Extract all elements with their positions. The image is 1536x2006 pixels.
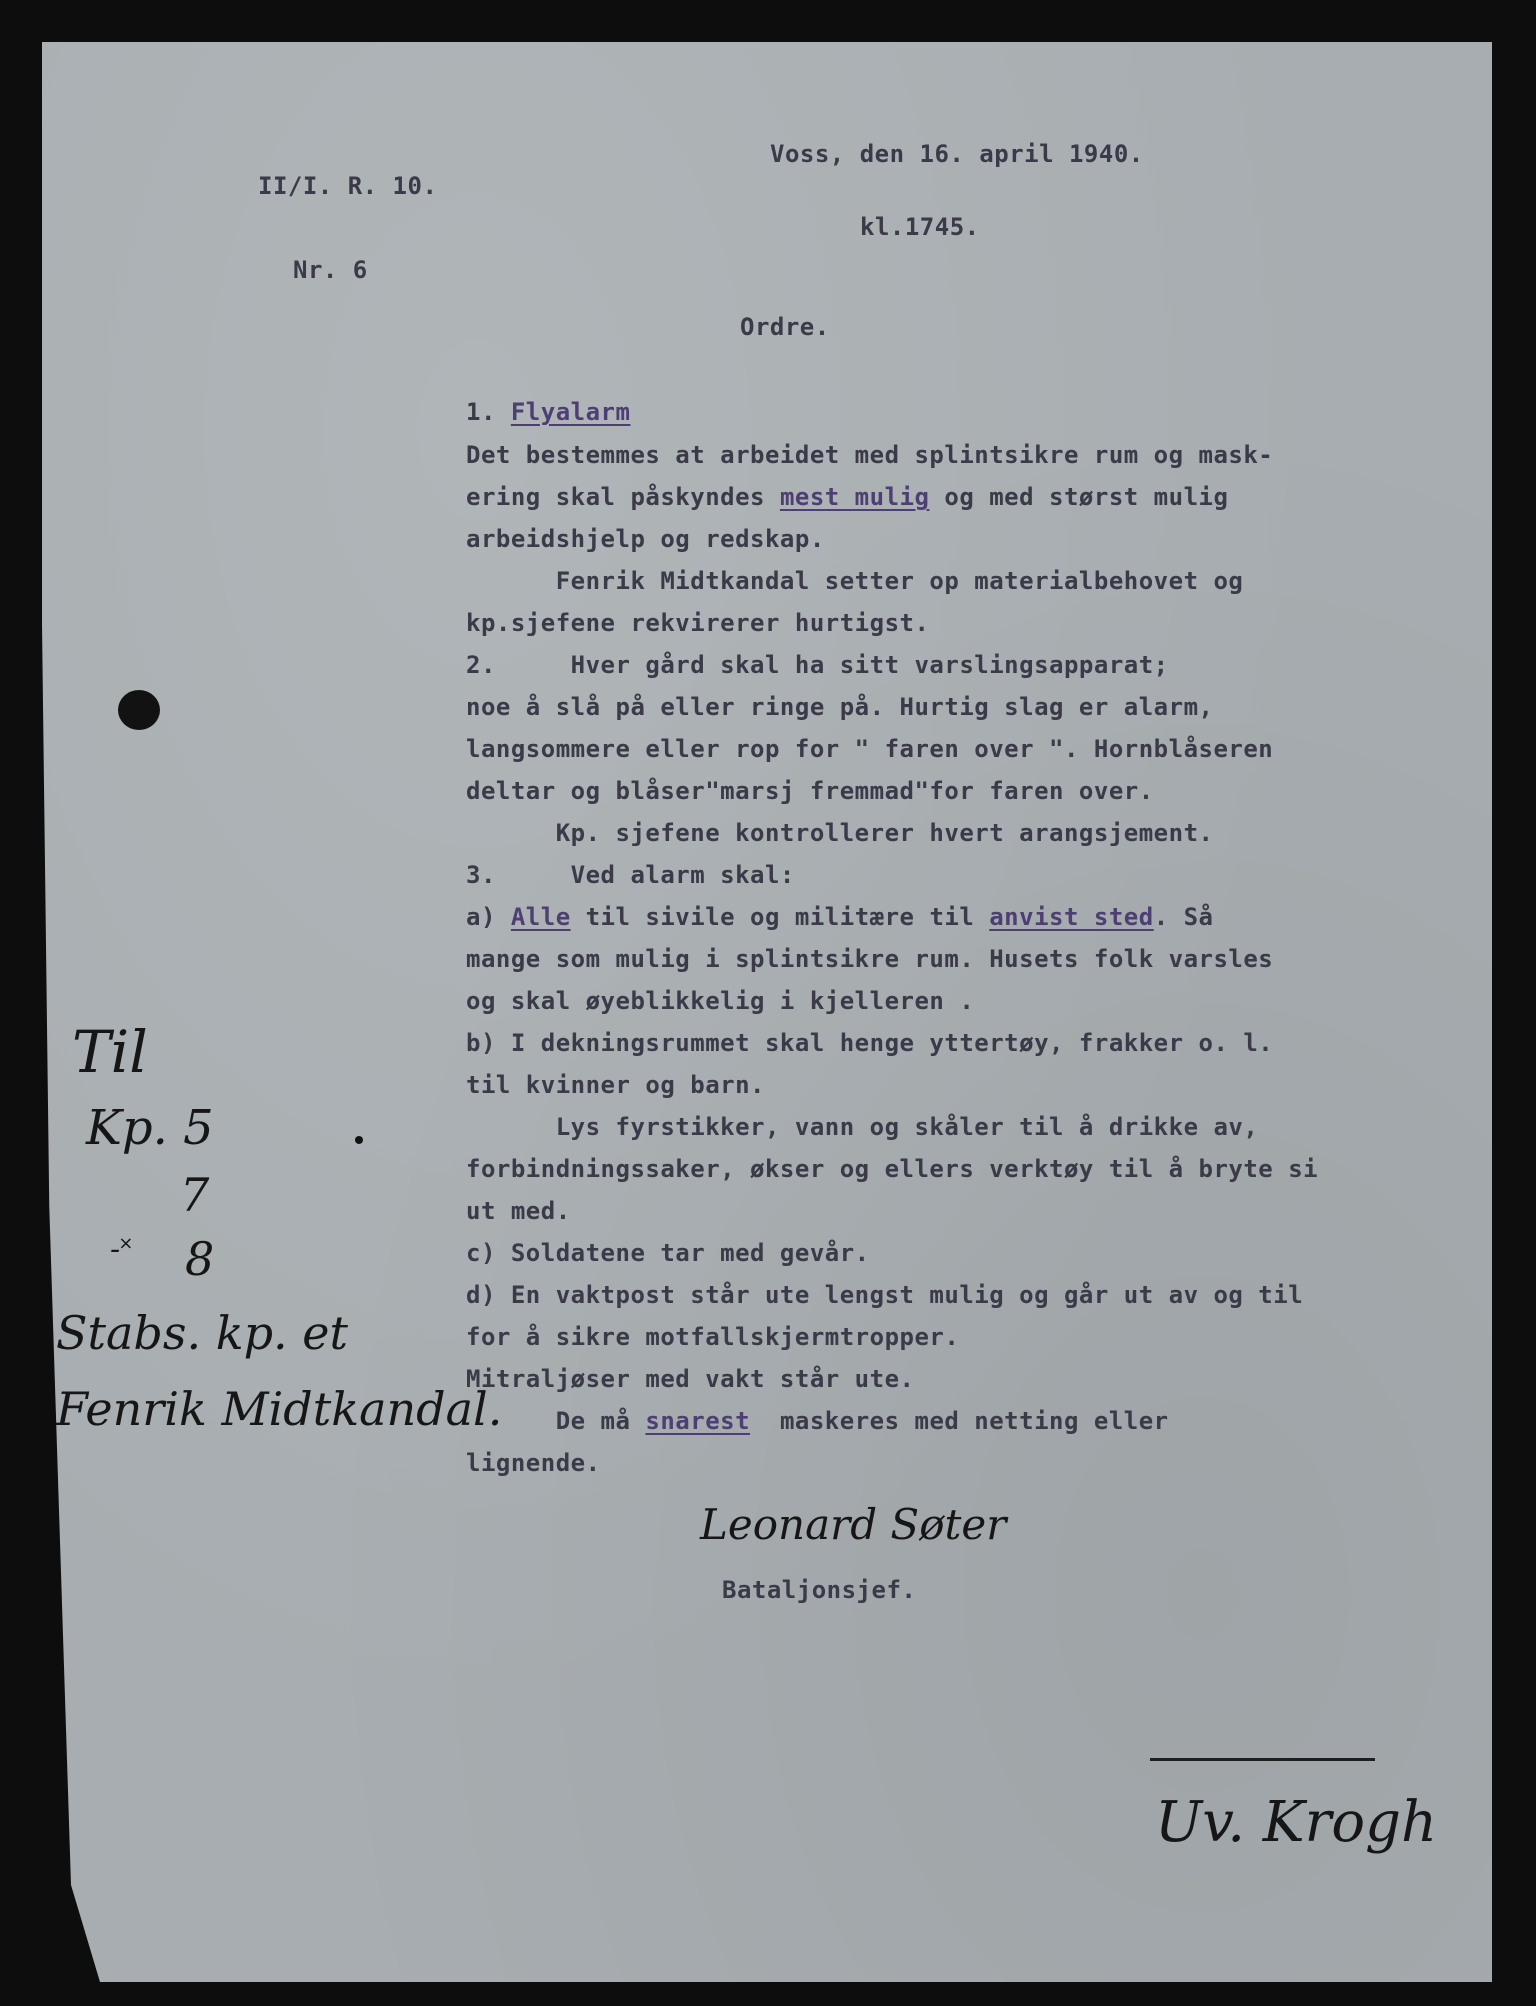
- commander-signature: Leonard Søter: [700, 1500, 1007, 1549]
- body-line: og skal øyeblikkelig i kjelleren .: [466, 987, 975, 1015]
- margin-note-line: 7: [180, 1168, 210, 1222]
- body-line: lignende.: [466, 1449, 601, 1477]
- body-line: De må snarest maskeres med netting eller: [466, 1407, 1169, 1435]
- body-line: forbindningssaker, økser og ellers verktøy til å bryte si: [466, 1155, 1319, 1183]
- body-line: c) Soldatene tar med gevår.: [466, 1239, 870, 1267]
- page-title: Ordre.: [740, 313, 830, 341]
- body-line: Det bestemmes at arbeidet med splintsikre rum og mask-: [466, 441, 1274, 469]
- section-1-heading-text: Flyalarm: [510, 398, 631, 426]
- underlined-phrase: anvist sted: [989, 903, 1154, 931]
- initials-signature: Uv. Krogh: [1155, 1790, 1438, 1855]
- signature-role: Bataljonsjef.: [722, 1576, 917, 1604]
- body-line: ering skal påskyndes mest mulig og med størst mulig: [466, 483, 1229, 511]
- order-number: Nr. 6: [293, 256, 368, 284]
- place-date: Voss, den 16. april 1940.: [770, 140, 1144, 168]
- body-line: arbeidshjelp og redskap.: [466, 525, 825, 553]
- body-line: for å sikre motfallskjermtropper.: [466, 1323, 960, 1351]
- body-line: b) I dekningsrummet skal henge yttertøy, frakker o. l.: [466, 1029, 1274, 1057]
- body-line: 2. Hver gård skal ha sitt varslingsapparat;: [466, 651, 1169, 679]
- ink-dot: [355, 1136, 363, 1144]
- ink-blot: [118, 690, 160, 730]
- body-line: Lys fyrstikker, vann og skåler til å drikke av,: [466, 1113, 1259, 1141]
- body-line: 3. Ved alarm skal:: [466, 861, 795, 889]
- underlined-phrase: mest mulig: [779, 483, 930, 511]
- margin-note-line: Fenrik Midtkandal.: [56, 1382, 503, 1436]
- body-line: deltar og blåser"marsj fremmad"for faren over.: [466, 777, 1154, 805]
- body-line: mange som mulig i splintsikre rum. Husets folk varsles: [466, 945, 1274, 973]
- margin-note-line: 8: [185, 1232, 215, 1286]
- margin-note-line: Til: [72, 1018, 148, 1086]
- margin-note-line: Stabs. kp. et: [56, 1306, 348, 1360]
- body-line: Fenrik Midtkandal setter op materialbehovet og: [466, 567, 1244, 595]
- body-line: ut med.: [466, 1197, 571, 1225]
- underlined-phrase: Alle: [510, 903, 571, 931]
- body-line: langsommere eller rop for " faren over ". Hornblåseren: [466, 735, 1274, 763]
- body-line: a) Alle til sivile og militære til anvist sted. Så: [466, 903, 1214, 931]
- body-line: Kp. sjefene kontrollerer hvert arangsjement.: [466, 819, 1214, 847]
- body-line: d) En vaktpost står ute lengst mulig og går ut av og til: [466, 1281, 1304, 1309]
- order-time: kl.1745.: [860, 213, 980, 241]
- body-line: noe å slå på eller ringe på. Hurtig slag er alarm,: [466, 693, 1214, 721]
- unit-designation: II/I. R. 10.: [258, 172, 438, 200]
- section-1-heading: 1. Flyalarm: [466, 398, 631, 426]
- body-line: kp.sjefene rekvirerer hurtigst.: [466, 609, 930, 637]
- rule-line: [1150, 1758, 1375, 1761]
- body-line: til kvinner og barn.: [466, 1071, 765, 1099]
- underlined-phrase: snarest: [645, 1407, 751, 1435]
- body-line: Mitraljøser med vakt står ute.: [466, 1365, 915, 1393]
- ditto-mark: -˟: [110, 1232, 132, 1267]
- margin-note-line: Kp. 5: [86, 1100, 214, 1156]
